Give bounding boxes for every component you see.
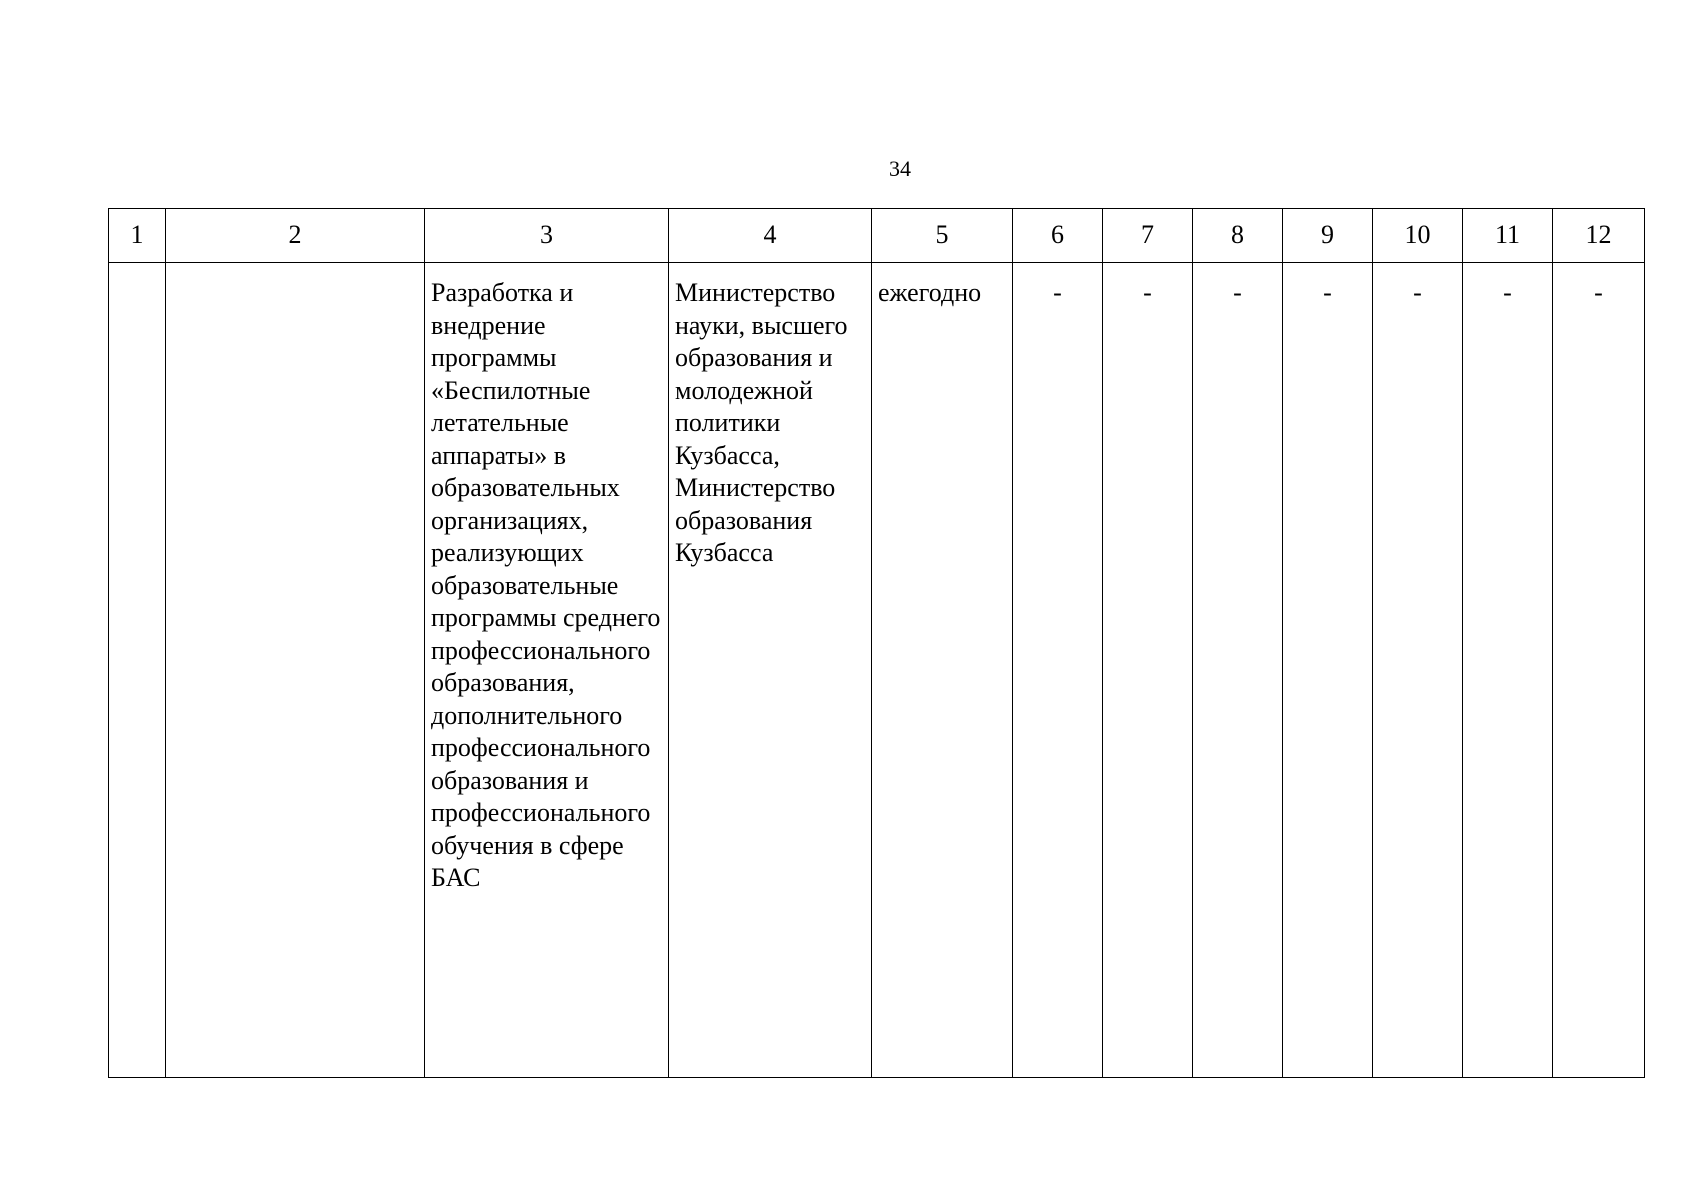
table-header-row: [109, 209, 1645, 263]
column-header: 10: [1373, 209, 1463, 263]
column-header: 6: [1013, 209, 1103, 263]
column-header: 9: [1283, 209, 1373, 263]
column-header: 7: [1103, 209, 1193, 263]
column-header: 1: [109, 209, 166, 263]
column-header: 3: [425, 209, 669, 263]
column-header: 2: [166, 209, 425, 263]
column-header: 8: [1193, 209, 1283, 263]
table-cell-measure: [425, 263, 669, 1078]
table-cell-col10: -: [1373, 263, 1463, 1078]
table-cell-number: [109, 263, 166, 1078]
column-header: 11: [1463, 209, 1553, 263]
column-header: 12: [1553, 209, 1645, 263]
period-text: ежегодно: [878, 278, 982, 307]
table-cell-col7: -: [1103, 263, 1193, 1078]
column-header: 5: [872, 209, 1013, 263]
page-number: 34: [889, 156, 911, 181]
table-cell-col8: -: [1193, 263, 1283, 1078]
table-cell-col12: -: [1553, 263, 1645, 1078]
measure-text: Разработка и внедрение программы «Беспилотные летательные аппараты» в образовательных организациях, реализующих образовательные программы среднего профессионального образования, дополнительного профессионального образования и профессионального обучения в сфере БАС: [431, 278, 661, 892]
table-cell-col9: -: [1283, 263, 1373, 1078]
table-cell-task: [166, 263, 425, 1078]
table-row: [109, 263, 1645, 1078]
column-header: 4: [669, 209, 872, 263]
table-cell-col11: -: [1463, 263, 1553, 1078]
table-cell-period: [872, 263, 1013, 1078]
table-cell-executor: [669, 263, 872, 1078]
executor-text: Министерство науки, высшего образования и молодежной политики Кузбасса, Министерство образования Кузбасса: [675, 278, 848, 567]
table-cell-col6: -: [1013, 263, 1103, 1078]
document-table: [108, 208, 1645, 1078]
